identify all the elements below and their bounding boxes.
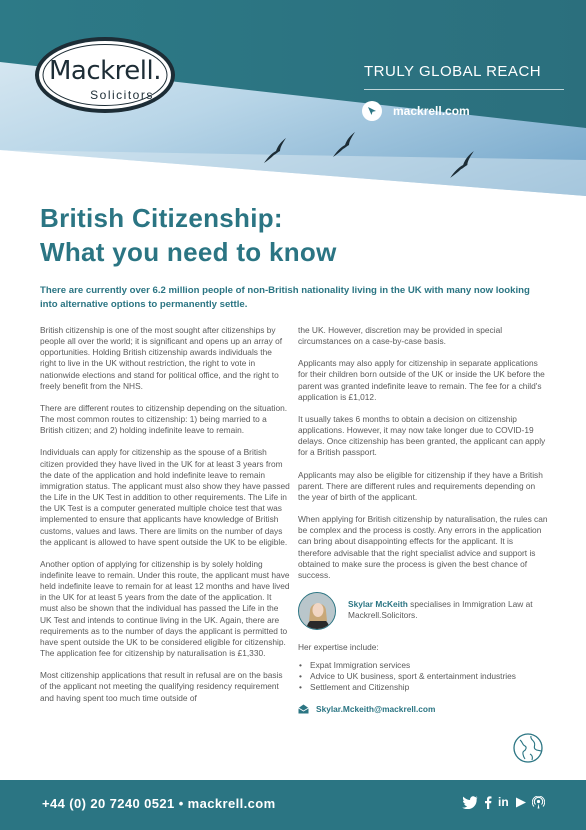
body-paragraph: When applying for British citizenship by naturalisation, the rules can be complex and the process is costly. Any errors in the application can bring about disappointing effects for the applicant. It is therefore advisable that the right specialist advice and support is obtained to make sure the process is given the best chance of success. xyxy=(298,514,548,580)
podcast-icon[interactable] xyxy=(532,796,545,809)
list-item: • Expat Immigration services xyxy=(298,660,548,671)
body-paragraph: Another option of applying for citizenship is by solely holding indefinite leave to remain. Under this route, the applicant must have held indefinite leave to remain for at least 12 months and have lived in the UK for at least 5 years from the date of the application. It must also be shown that the individual has passed the Life in the UK Test and intends to continue living in the UK. Again, there are requirements as to the number of days the applicant is permitted to have spent outside the UK to be considered eligible for citizenship. The application fee for citizenship by naturalisation is £1,330. xyxy=(40,558,290,659)
body-paragraph: British citizenship is one of the most sought after citizenships by people all over the world; it is significant and opens up an array of opportunities. Holding British citizenship awards individuals the right to live in the UK without restriction, the right to vote in nationwide elections and stand for political office, and the right to freely benefit from the NHS. xyxy=(40,325,283,391)
avatar xyxy=(298,592,336,630)
globe-icon xyxy=(512,732,544,764)
header-banner xyxy=(0,0,586,196)
body-paragraph: Individuals can apply for citizenship as the spouse of a British citizen provided they have lived in the UK for at least 3 years from the date of the application and hold indefinite leave to remain immigration status. The applicant must also show they have passed the Life in the UK Test in addition to other requirements. The Life in the UK Test is a computer generated multiple choice test that was implemented to ensure that applicants have knowledge of British customs, values and laws. There are limits on the number of days the applicant is allowed to have spent outside the UK to be eligible. xyxy=(40,447,290,547)
footer-bar xyxy=(0,780,586,830)
bird-icon xyxy=(448,150,476,180)
linkedin-icon[interactable]: in xyxy=(498,795,509,809)
email-address: Skylar.Mckeith@mackrell.com xyxy=(316,703,436,714)
body-paragraph: the UK. However, discretion may be provided in special circumstances on a case-by-case basis. xyxy=(298,325,503,347)
right-column xyxy=(298,325,548,715)
youtube-icon[interactable] xyxy=(515,797,527,808)
title-line-2: What you need to know xyxy=(40,237,337,267)
body-paragraph: Applicants may also apply for citizenship in separate applications for their children born outside of the UK or inside the UK before the parent was granted indefinite leave to remain. The fee for a child's application is £1,012. xyxy=(298,358,545,402)
list-item: • Settlement and Citizenship xyxy=(298,682,548,693)
title-line-1: British Citizenship: xyxy=(40,203,283,233)
tagline-divider xyxy=(364,89,564,90)
facebook-icon[interactable] xyxy=(484,796,492,809)
intro-paragraph: There are currently over 6.2 million people of non-British nationality living in the UK with many now looking into alternative options to permanently settle. xyxy=(40,285,530,310)
author-name: Skylar McKeith xyxy=(348,598,408,609)
body-paragraph: It usually takes 6 months to obtain a decision on citizenship applications. However, it may now take longer due to COVID-19 delays. Once citizenship has been granted, the applicant can apply for a British passport. xyxy=(298,413,546,458)
page-title xyxy=(40,201,337,269)
expertise-list xyxy=(298,660,548,693)
email-link[interactable] xyxy=(298,704,548,715)
tagline: TRULY GLOBAL REACH xyxy=(364,63,542,80)
body-paragraph: Most citizenship applications that result in refusal are on the basis of the applicant not meeting the qualifying residency requirement and having spent too much time outside of xyxy=(40,670,283,703)
author-bio xyxy=(348,599,548,621)
envelope-icon xyxy=(298,704,309,714)
logo-subtitle: Solicitors xyxy=(90,88,154,102)
website-link[interactable] xyxy=(362,101,470,121)
expertise-label: Her expertise include: xyxy=(298,641,379,652)
logo-name: Mackrell. xyxy=(48,56,162,86)
twitter-icon[interactable] xyxy=(462,796,478,809)
website-text: mackrell.com xyxy=(393,104,470,118)
author-description: specialises in Immigration Law at Mackrell.Solicitors. xyxy=(348,598,533,621)
footer-contact[interactable]: +44 (0) 20 7240 0521 • mackrell.com xyxy=(42,796,276,811)
author-profile xyxy=(298,592,548,630)
mackrell-logo[interactable] xyxy=(34,36,176,114)
social-links xyxy=(462,795,545,809)
list-item: • Advice to UK business, sport & entertainment industries xyxy=(298,671,548,682)
left-column xyxy=(40,325,290,715)
body-paragraph: Applicants may also be eligible for citizenship if they have a British parent. There are different rules and requirements depending on the year of birth of the applicant. xyxy=(298,469,543,502)
bird-icon xyxy=(262,137,288,165)
body-paragraph: There are different routes to citizenship depending on the situation. The most common routes to citizenship: 1) being married to a British citizen; and 2) holding indefinite leave to remain. xyxy=(40,402,288,436)
cursor-arrow-icon xyxy=(362,101,382,121)
bird-icon xyxy=(331,131,357,159)
